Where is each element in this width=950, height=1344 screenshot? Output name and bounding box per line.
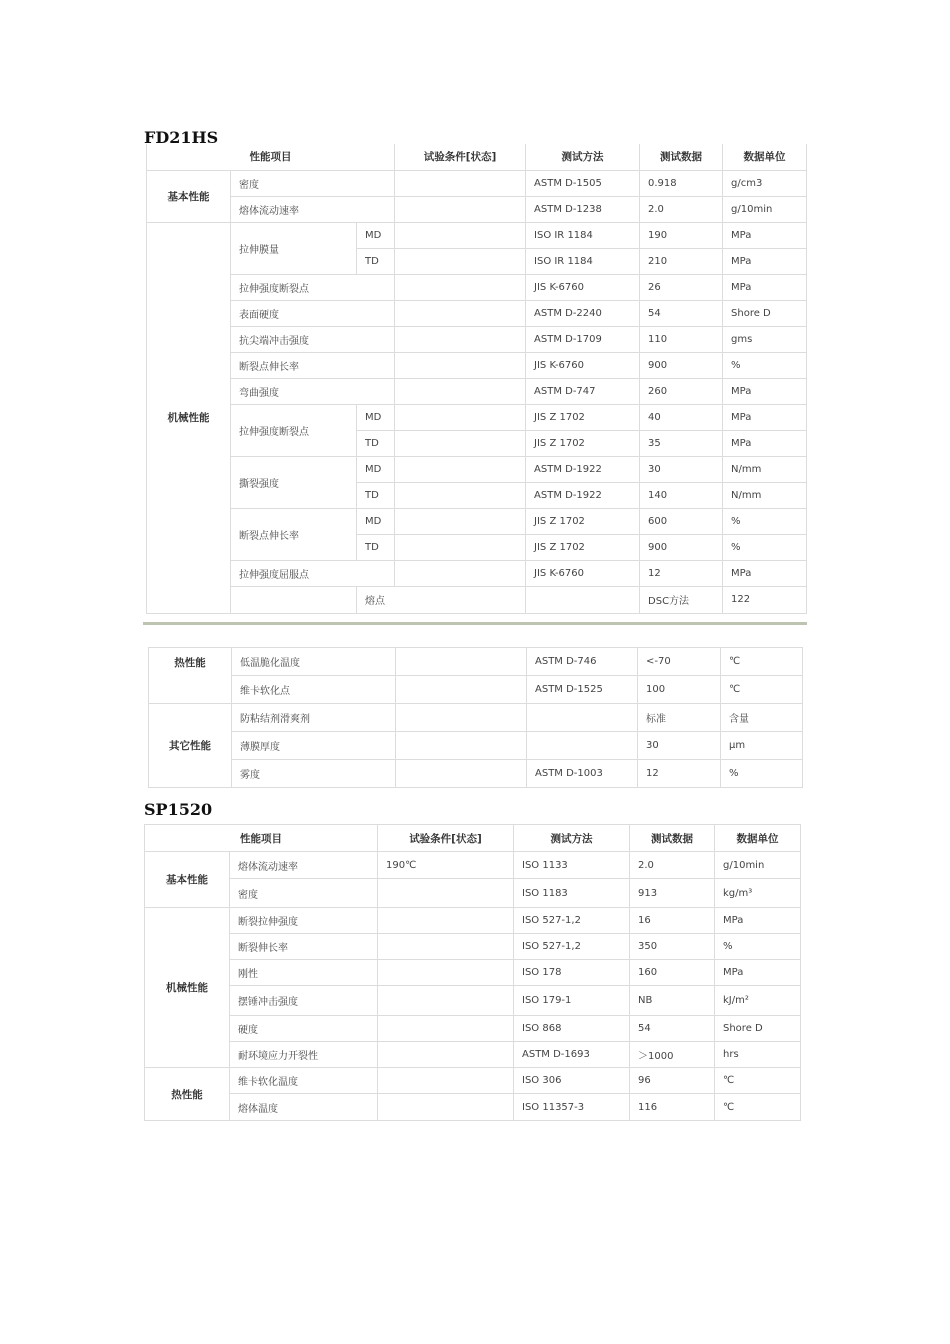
row-item: 摆锤冲击强度: [230, 986, 378, 1016]
row-method: JIS K-6760: [526, 274, 640, 300]
row-condition: [378, 1042, 514, 1068]
table-row: [145, 1042, 801, 1068]
row-item: 刚性: [230, 960, 378, 986]
category-thermal: 热性能: [145, 1068, 230, 1121]
row-unit: 含量: [721, 704, 803, 732]
table-bottom-rule: [143, 622, 807, 625]
table-row: [149, 732, 803, 760]
row-item: 拉伸强度断裂点: [231, 274, 395, 300]
row-unit: Shore D: [715, 1016, 801, 1042]
row-condition: [395, 326, 526, 352]
row-condition: [395, 352, 526, 378]
table-row: [147, 326, 807, 352]
row-condition: [396, 676, 527, 704]
row-value: 260: [640, 378, 723, 404]
row-sub: TD: [357, 534, 395, 560]
row-method: JIS Z 1702: [526, 430, 640, 456]
row-method: ISO 306: [514, 1068, 630, 1094]
header-property: 性能项目: [145, 825, 378, 852]
row-unit: MPa: [723, 222, 807, 248]
row-method: ISO 179-1: [514, 986, 630, 1016]
row-value: 900: [640, 352, 723, 378]
row-method: ASTM D-1238: [526, 196, 640, 222]
row-method: ASTM D-746: [527, 648, 638, 676]
row-value: 30: [638, 732, 721, 760]
row-sub: MD: [357, 456, 395, 482]
row-unit: MPa: [723, 248, 807, 274]
row-item: 熔体流动速率: [230, 852, 378, 879]
row-value: <-70: [638, 648, 721, 676]
row-sub: TD: [357, 430, 395, 456]
row-item: 雾度: [232, 760, 396, 788]
row-method: ASTM D-1709: [526, 326, 640, 352]
section-title-sp1520: SP1520: [144, 800, 213, 819]
row-item: 拉伸强度断裂点: [231, 404, 357, 456]
header-value: 测试数据: [640, 144, 723, 170]
row-value: 160: [630, 960, 715, 986]
row-method: ISO IR 1184: [526, 248, 640, 274]
row-item: 表面硬度: [231, 300, 395, 326]
row-condition: [396, 648, 527, 676]
row-condition: [395, 222, 526, 248]
row-method: [527, 704, 638, 732]
row-unit: kJ/m²: [715, 986, 801, 1016]
row-value: 600: [640, 508, 723, 534]
table-row: [145, 986, 801, 1016]
header-method: 测试方法: [526, 144, 640, 170]
header-property: 性能项目: [147, 144, 395, 170]
row-value: 2.0: [640, 196, 723, 222]
row-condition: [378, 960, 514, 986]
row-unit: MPa: [723, 404, 807, 430]
row-unit: g/10min: [715, 852, 801, 879]
row-sub: MD: [357, 404, 395, 430]
row-sub: MD: [357, 222, 395, 248]
row-unit: MPa: [723, 430, 807, 456]
row-condition: [395, 560, 526, 586]
row-item: 抗尖端冲击强度: [231, 326, 395, 352]
row-value: 2.0: [630, 852, 715, 879]
row-value: 122: [723, 586, 807, 613]
table-row: [147, 404, 807, 430]
header-unit: 数据单位: [723, 144, 807, 170]
row-value: ＞1000: [630, 1042, 715, 1068]
row-value: 350: [630, 934, 715, 960]
row-unit: g/10min: [723, 196, 807, 222]
table-row: [145, 1016, 801, 1042]
row-condition: [378, 934, 514, 960]
row-unit: ℃: [721, 676, 803, 704]
row-condition: [396, 732, 527, 760]
fd21hs-spec-table-continued: [148, 647, 803, 788]
row-method: ISO 527-1,2: [514, 908, 630, 934]
category-basic: 基本性能: [145, 852, 230, 908]
row-value: 54: [630, 1016, 715, 1042]
row-method: DSC方法: [640, 586, 723, 613]
row-method: ASTM D-2240: [526, 300, 640, 326]
table-row: [147, 586, 807, 613]
header-value: 测试数据: [630, 825, 715, 852]
row-item: 密度: [230, 879, 378, 908]
row-unit: g/cm3: [723, 170, 807, 196]
row-method: ISO 868: [514, 1016, 630, 1042]
row-condition: [378, 1016, 514, 1042]
row-unit: %: [715, 934, 801, 960]
row-value: NB: [630, 986, 715, 1016]
row-method: ASTM D-1003: [527, 760, 638, 788]
row-item: 维卡软化温度: [230, 1068, 378, 1094]
table-row: [147, 300, 807, 326]
row-item: 熔体温度: [230, 1094, 378, 1121]
row-item: 撕裂强度: [231, 456, 357, 508]
row-value: 96: [630, 1068, 715, 1094]
table-row: [149, 704, 803, 732]
row-item: 拉伸强度屈服点: [231, 560, 395, 586]
row-unit: ℃: [721, 648, 803, 676]
row-unit: N/mm: [723, 456, 807, 482]
table-row: [145, 1094, 801, 1121]
row-unit: MPa: [715, 960, 801, 986]
row-sub: MD: [357, 508, 395, 534]
row-condition: [378, 908, 514, 934]
row-sub: TD: [357, 482, 395, 508]
row-method: JIS Z 1702: [526, 534, 640, 560]
row-condition: [526, 586, 640, 613]
row-unit: MPa: [723, 378, 807, 404]
category-thermal: 热性能: [149, 648, 232, 704]
category-mechanical: 机械性能: [145, 908, 230, 1068]
row-condition: 190℃: [378, 852, 514, 879]
section-title-fd21hs: FD21HS: [144, 128, 219, 147]
row-condition: [395, 456, 526, 482]
row-unit: kg/m³: [715, 879, 801, 908]
row-unit: gms: [723, 326, 807, 352]
row-item: 断裂伸长率: [230, 934, 378, 960]
row-unit: %: [723, 352, 807, 378]
row-condition: [378, 1094, 514, 1121]
row-condition: [378, 986, 514, 1016]
row-item: 断裂点伸长率: [231, 508, 357, 560]
table-row: [147, 456, 807, 482]
row-condition: [396, 704, 527, 732]
row-method: ASTM D-1693: [514, 1042, 630, 1068]
row-item: 弯曲强度: [231, 378, 395, 404]
table-row: [147, 222, 807, 248]
table-row: [149, 676, 803, 704]
category-other: 其它性能: [149, 704, 232, 788]
row-item: 密度: [231, 170, 395, 196]
header-condition: 试验条件[状态]: [378, 825, 514, 852]
row-item: 断裂点伸长率: [231, 352, 395, 378]
row-condition: [395, 248, 526, 274]
row-condition: [378, 879, 514, 908]
row-item: 薄膜厚度: [232, 732, 396, 760]
row-item: 防粘结剂滑爽剂: [232, 704, 396, 732]
row-condition: [395, 404, 526, 430]
row-item: 耐环境应力开裂性: [230, 1042, 378, 1068]
category-basic: 基本性能: [147, 170, 231, 222]
category-mechanical: 机械性能: [147, 222, 231, 613]
row-method: JIS Z 1702: [526, 404, 640, 430]
row-sub: TD: [357, 248, 395, 274]
row-method: JIS Z 1702: [526, 508, 640, 534]
table-row: [147, 274, 807, 300]
row-unit: %: [721, 760, 803, 788]
row-unit: ℃: [715, 1068, 801, 1094]
row-value: 140: [640, 482, 723, 508]
table-row: [147, 508, 807, 534]
table-row: [149, 648, 803, 676]
header-condition: 试验条件[状态]: [395, 144, 526, 170]
row-method: ASTM D-1525: [527, 676, 638, 704]
header-method: 测试方法: [514, 825, 630, 852]
row-method: ISO 11357-3: [514, 1094, 630, 1121]
table-row: [147, 352, 807, 378]
table-header-row: [147, 144, 807, 170]
row-unit: ℃: [715, 1094, 801, 1121]
row-unit: μm: [721, 732, 803, 760]
table-row: [145, 908, 801, 934]
row-condition: [395, 482, 526, 508]
row-condition: [378, 1068, 514, 1094]
row-item: 硬度: [230, 1016, 378, 1042]
row-value: 35: [640, 430, 723, 456]
row-method: ASTM D-1505: [526, 170, 640, 196]
row-unit: Shore D: [723, 300, 807, 326]
row-method: ASTM D-747: [526, 378, 640, 404]
row-condition: [395, 196, 526, 222]
table-row: [147, 170, 807, 196]
row-unit: %: [723, 508, 807, 534]
row-unit: %: [723, 534, 807, 560]
row-method: ASTM D-1922: [526, 456, 640, 482]
row-condition: [395, 300, 526, 326]
table-header-row: [145, 825, 801, 852]
row-method: [527, 732, 638, 760]
row-condition: [395, 170, 526, 196]
row-unit: MPa: [723, 560, 807, 586]
fd21hs-spec-table: [146, 144, 807, 614]
row-unit: hrs: [715, 1042, 801, 1068]
row-value: 54: [640, 300, 723, 326]
row-value: 0.918: [640, 170, 723, 196]
row-value: 100: [638, 676, 721, 704]
row-value: 900: [640, 534, 723, 560]
header-unit: 数据单位: [715, 825, 801, 852]
table-row: [145, 852, 801, 879]
row-value: 26: [640, 274, 723, 300]
row-method: ISO 178: [514, 960, 630, 986]
row-value: 40: [640, 404, 723, 430]
row-value: 30: [640, 456, 723, 482]
row-method: JIS K-6760: [526, 352, 640, 378]
table-row: [145, 960, 801, 986]
row-value: 913: [630, 879, 715, 908]
row-item: 熔点: [357, 586, 526, 613]
row-value: 16: [630, 908, 715, 934]
row-value: 12: [638, 760, 721, 788]
row-condition: [395, 378, 526, 404]
row-value: 210: [640, 248, 723, 274]
row-method: ISO 527-1,2: [514, 934, 630, 960]
row-value: 116: [630, 1094, 715, 1121]
table-row: [145, 879, 801, 908]
row-value: 110: [640, 326, 723, 352]
table-row: [149, 760, 803, 788]
row-condition: [395, 274, 526, 300]
table-row: [145, 934, 801, 960]
row-unit: MPa: [723, 274, 807, 300]
row-value: 12: [640, 560, 723, 586]
row-item: 熔体流动速率: [231, 196, 395, 222]
row-method: ASTM D-1922: [526, 482, 640, 508]
table-row: [147, 378, 807, 404]
row-item: 维卡软化点: [232, 676, 396, 704]
table-row: [147, 196, 807, 222]
row-item: 低温脆化温度: [232, 648, 396, 676]
row-condition: [395, 430, 526, 456]
table-row: [147, 560, 807, 586]
row-value: 190: [640, 222, 723, 248]
row-value: 标准: [638, 704, 721, 732]
row-method: JIS K-6760: [526, 560, 640, 586]
row-unit: MPa: [715, 908, 801, 934]
row-condition: [395, 534, 526, 560]
row-condition: [395, 508, 526, 534]
row-method: ISO 1183: [514, 879, 630, 908]
sp1520-spec-table: [144, 824, 801, 1121]
category-empty: [231, 586, 357, 613]
row-condition: [396, 760, 527, 788]
table-row: [145, 1068, 801, 1094]
row-item: 断裂拉伸强度: [230, 908, 378, 934]
row-item: 拉伸膜量: [231, 222, 357, 274]
row-method: ISO 1133: [514, 852, 630, 879]
row-method: ISO IR 1184: [526, 222, 640, 248]
row-unit: N/mm: [723, 482, 807, 508]
